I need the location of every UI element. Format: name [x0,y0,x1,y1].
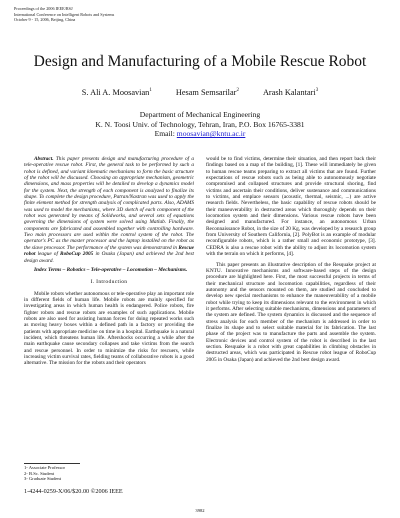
author-2 [176,88,239,97]
section-heading-introduction: I. Introduction [90,279,128,286]
author-2-sup: 2 [236,88,239,94]
header-line-2: International Conference on Intelligent Robots and Systems [14,11,115,17]
author-3-name: Arash Kalantari [262,88,316,97]
author-3 [263,88,318,97]
affiliation-univ: K. N. Toosi Univ. of Technology, Tehran, Iran, P.O. Box 16765-3381 [95,119,305,129]
footnotes [24,465,65,482]
footnote-3: 3- Graduate Student [24,476,61,482]
page-number: 3982 [195,508,205,513]
footnote-rule [24,463,80,464]
abstract-text: This paper presents design and manufacturing procedure of a tele-operative rescue robot. First, the general task to be performed by such a robot is defined, and variant kinematic mechanisms to form the basic structure of the robot will be discussed. Choosing an appropriate mechanism, geometric dimensions, and mass properties will be detailed to develop a dynamics model for the system. Next, the strength of each component is analyzed to finalize its shape. To complete the design procedure, Patran/Nastran was used to apply the finite element method for strength analysis of complicated parts. Also, ADAMS was used to model the mechanisms, where 3D sketch of each component of the robot was generated by means of Solidworks, and several sets of equations governing the dimensions of system were solved using Matlab. Finally, the components are fabricated and assembled together with controlling hardware. Two main processors are used within the control system of the robot. The operator's PC as the master processor and the laptop installed on the robot as the slave processor. The performance of the system was demonstrated in [24,156,194,251]
right-column [206,156,376,363]
header-line-3: October 9 - 15, 2006, Beijing, China [14,17,76,23]
isbn-line: 1-4244-0259-X/06/$20.00 ©2006 IEEE [24,488,123,495]
header-line-1: Proceedings of the 2006 IEEE/RSJ [14,6,73,11]
author-list [0,88,400,97]
left-column [24,156,194,367]
index-terms: Index Terms – Robotics – Tele-operative – Locomotion – Mechanisms. [34,266,188,273]
email-label: Email: [154,129,175,139]
author-3-sup: 3 [315,88,319,94]
abstract-text-2: league of [35,251,61,258]
abstract-label: Abstract. [34,156,54,162]
email-link[interactable]: moosavian@kntu.ac.ir [176,129,246,139]
intro-paragraph: Mobile robots whether autonomous or tele-operative play an important role in different fields of human life. Mobile robots are mainly specified for investigating areas in which human health is endangered. Police robots, fire fighter robots and rescue robots are examples of such applications. Mobile robots are also used for assisting human forces for doing repeated works such as moving heavy boxes within a defined path in a factory or providing the patients with appropriate medicine on time in a hospital. Earthquake is a natural incident, which threatens human life. Aftershocks occurring a while after the main earthquake cause secondary collapses and take victims from the search and rescue personnel. In order to minimize the risks for rescuers, while increasing victim survival rates, fielding teams of collaborative robots is a good alternative. The mission for the robots and their operators [24,290,194,367]
abstract-bold-2: RoboCup 2005 [60,251,94,258]
affiliation-dept: Department of Mechanical Engineering [139,110,261,119]
footnote-1: 1- Associate Professor [24,465,66,470]
affiliation-block [0,110,400,139]
right-paragraph-1: would be to find victims, determine their situation, and then report back their findings based on a map of the building, [1]. These will immediately be given to human rescue teams preparing to extract all victims that are found. Further expectations of rescue robots such as being able to autonomously negotiate compromised and collapsed structures and provide structural shoring, find victims and ascertain their conditions, deliver sustenance and communications to victims, and emplace sensors (acoustic, thermal, seismic, ...) are active research fields. Nevertheless, the basic capability of rescue robots should be their maneuverability in destructed areas which thoroughly depends on their locomotion system and their dimensions. Various rescue robots have been designed and manufactured. For instance, an autonomous Urban Reconnaissance Robot, in the size of 20 Kg, was developed by a research group from University of Southern California, [2]. PolyBot is an example of modular reconfigurable robots, which is a rather small and economic prototype, [3]. CEDRA is also a rescue robot with the ability to adjust its locomotion system with the terrain on which it performs, [4]. [206,156,376,258]
affiliation-email-line [0,129,400,139]
author-1 [82,88,152,97]
proceedings-header [14,6,114,23]
author-1-sup: 1 [149,88,152,94]
author-2-name: Hesam Semsarilar [175,88,237,97]
footnote-2: 2- B.Sc. Student [24,470,55,476]
author-1-name: S. Ali A. Moosavian [81,88,150,97]
paper-title: Design and Manufacturing of a Mobile Rescue Robot [33,53,367,70]
right-paragraph-2: This paper presents an illustrative description of the Resquake project at KNTU. Innovative mechanisms and software-based steps of the design procedure are highlighted here. First, the most successful projects in terms of their mechanical structure and locomotion capabilities, regardless of their autonomy and the sensors mounted on them, are studied and concluded to develop new special mechanisms to enhance the maneuverability of a mobile robot while trying to keep its dimensions relevant to the environment in which it performs. After selecting suitable mechanisms, dimensions and parameters of the system are defined. The system dynamics is discussed and the sequence of stress analysis for each member of the mechanism is addressed in order to finalize its shape and to select suitable material for its fabrication. The last phase of the project was to manufacture the parts and assemble the system. Electronic devices and control system of the robot is described in the last section. Resquake is a robot with great capabilities in climbing obstacles in destructed areas, which was participated in Rescue robot league of RoboCup 2005 in Osaka (Japan) and achieved the 2nd best design award. [206,261,376,363]
abstract-bold-1: Rescue robot [24,244,195,258]
abstract-text-end: in Osaka (Japan) and achieved the 2nd best design award. [24,251,194,264]
abstract [24,156,194,264]
